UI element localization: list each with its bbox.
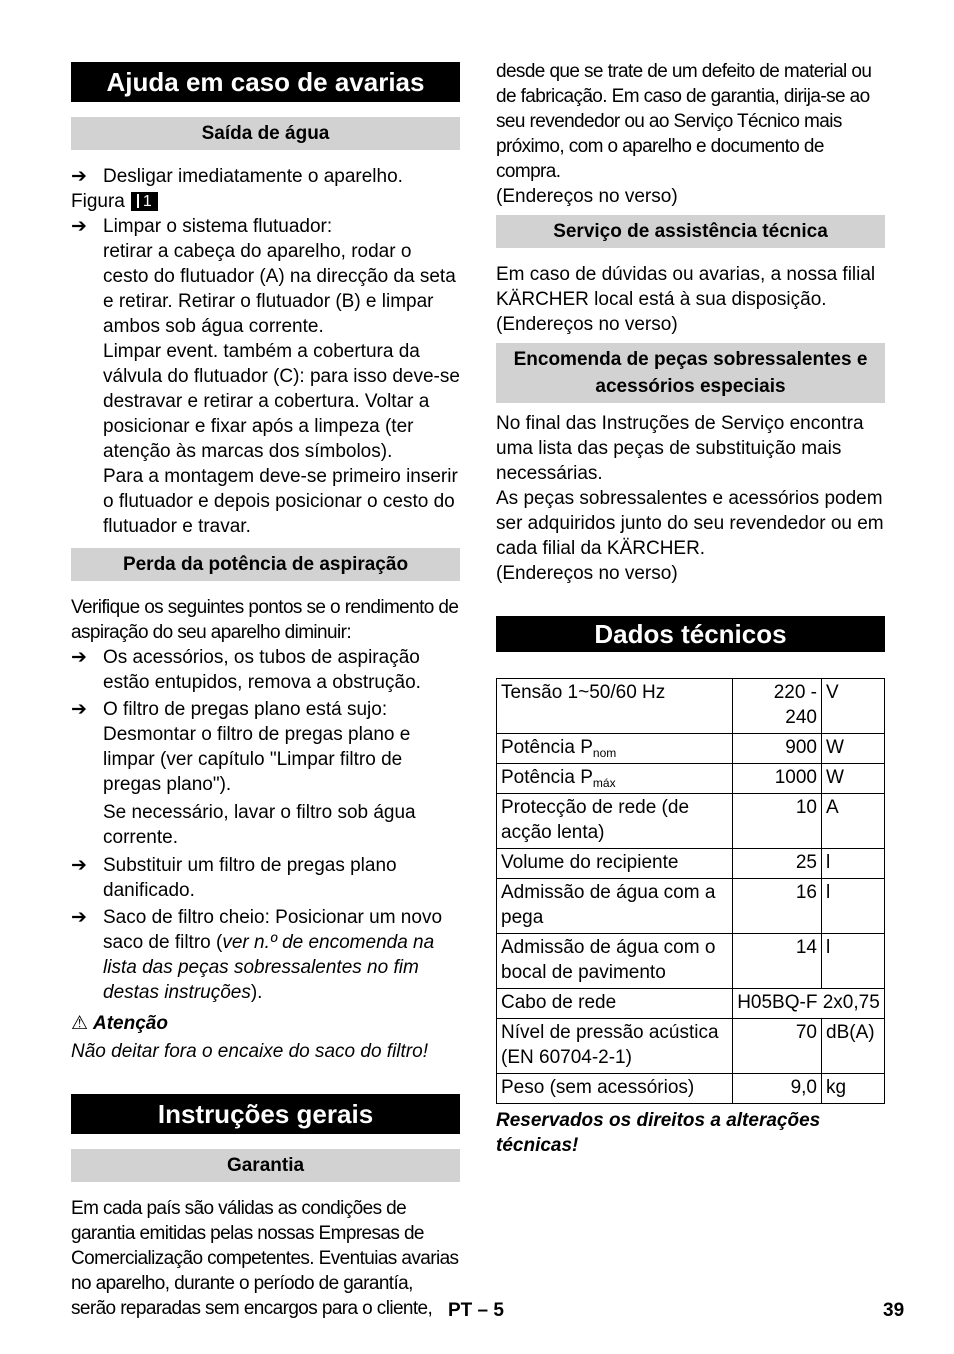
tech-unit-cell: l [822, 879, 885, 934]
tech-label-cell: Potência $P_{nom}$ [497, 734, 733, 764]
tech-value-cell: 1000 [733, 764, 822, 794]
tech-label-cell: Nível de pressão acústica (EN 60704-2-1) [497, 1019, 733, 1074]
left-column [71, 62, 460, 1321]
technical-note: Reservados os direitos a alterações técnicas! [496, 1110, 821, 1156]
parts-text-2: As peças sobressalentes e acessórios podem ser adquiridos junto do seu revendedor ou em cada filial da KÄRCHER. [496, 488, 884, 559]
tech-unit-cell: W [822, 734, 885, 764]
table-row [497, 879, 885, 934]
tech-unit-cell: A [822, 794, 885, 849]
tech-label-cell: Volume do recipiente [497, 849, 733, 879]
warranty-text: Em cada país são válidas as condições de garantia emitidas pelas nossas Empresas de Comercialização competentes. Eventuias avarias no aparelho, durante o período de garantía, serão reparadas sem encargos para o cliente, [71, 1198, 459, 1319]
filter-instructions: Desmontar o filtro de pregas plano e limpar (ver capítulo "Limpar filtro de pregas plano"). Se necessário, lavar o filtro sob água corrente. [103, 724, 416, 848]
list-item: ➔ Limpar o sistema flutuador: [71, 216, 333, 237]
table-row [497, 849, 885, 879]
warning-triangle-icon: ⚠ [71, 1013, 89, 1034]
tech-unit-cell: l [822, 934, 885, 989]
tech-unit-cell: kg [822, 1074, 885, 1104]
table-row [497, 1019, 885, 1074]
technical-data-table [496, 678, 885, 1104]
arrow-right-icon: ➔ [71, 855, 87, 876]
heading-service: Serviço de assistência técnica [496, 215, 885, 248]
warning-title: ⚠ Atenção [71, 1013, 168, 1034]
tech-value-cell: 25 [733, 849, 822, 879]
list-item: ➔ Desligar imediatamente o aparelho. [71, 166, 403, 187]
table-row [497, 989, 885, 1019]
addresses-note: (Endereços no verso) [496, 186, 678, 207]
arrow-right-icon: ➔ [71, 166, 87, 187]
addresses-note: (Endereços no verso) [496, 314, 678, 335]
warranty-text-continued: desde que se trate de um defeito de material ou de fabricação. Em caso de garantia, dirija-se ao seu revendedor ou ao Serviço Técnico mais próximo, com o aparelho e documento de compra. [496, 61, 872, 182]
warning-text: Não deitar fora o encaixe do saco do filtro! [71, 1041, 428, 1062]
tech-label-cell: Potência $P_{máx}$ [497, 764, 733, 794]
service-text: Em caso de dúvidas ou avarias, a nossa filial KÄRCHER local está à sua disposição. [496, 264, 876, 310]
arrow-right-icon: ➔ [71, 699, 87, 720]
tech-unit-cell: dB(A) [822, 1019, 885, 1074]
tech-label-cell: Peso (sem acessórios) [497, 1074, 733, 1104]
tech-value-cell: 9,0 [733, 1074, 822, 1104]
figure-tag: 1 [131, 192, 158, 211]
tech-label-cell: Cabo de rede [497, 989, 733, 1019]
heading-general-instructions: Instruções gerais [71, 1094, 460, 1134]
tech-label-cell: Admissão de água com a pega [497, 879, 733, 934]
tech-value-cell: 14 [733, 934, 822, 989]
figure-bar-icon [137, 194, 139, 208]
arrow-right-icon: ➔ [71, 216, 87, 237]
figure-reference: Figura 1 [71, 189, 460, 214]
right-column [496, 59, 885, 1158]
arrow-right-icon: ➔ [71, 907, 87, 928]
tech-label-cell: Tensão 1~50/60 Hz [497, 679, 733, 734]
table-row [497, 734, 885, 764]
tech-unit-cell: l [822, 849, 885, 879]
list-item: ➔ Os acessórios, os tubos de aspiração estão entupidos, remova a obstrução. [71, 647, 421, 693]
tech-value-cell: 220 - 240 [733, 679, 822, 734]
heading-suction-loss: Perda da potência de aspiração [71, 548, 460, 581]
tech-value-cell: H05BQ-F 2x0,75 [733, 989, 885, 1019]
page-number: 39 [883, 1300, 905, 1321]
heading-warranty: Garantia [71, 1149, 460, 1182]
list-item: ➔ O filtro de pregas plano está sujo: [71, 699, 388, 720]
heading-troubleshooting: Ajuda em caso de avarias [71, 62, 460, 102]
table-row [497, 934, 885, 989]
list-item: ➔ Saco de filtro cheio: Posicionar um novo saco de filtro (ver n.º de encomenda na lista das peças sobressalentes no fim destas instruções). [71, 907, 443, 1003]
page-label: PT – 5 [448, 1300, 504, 1321]
heading-spare-parts: Encomenda de peças sobressalentes e acessórios especiais [496, 343, 885, 403]
heading-technical-data: Dados técnicos [496, 616, 885, 652]
tech-label-cell: Admissão de água com o bocal de pavimento [497, 934, 733, 989]
addresses-note: (Endereços no verso) [496, 563, 678, 584]
table-row [497, 679, 885, 734]
table-row [497, 794, 885, 849]
table-row [497, 1074, 885, 1104]
tech-value-cell: 16 [733, 879, 822, 934]
table-row [497, 764, 885, 794]
suction-intro: Verifique os seguintes pontos se o rendimento de aspiração do seu aparelho diminuir: [71, 597, 459, 643]
list-item: ➔ Substituir um filtro de pregas plano danificado. [71, 855, 397, 901]
float-instructions: retirar a cabeça do aparelho, rodar o cesto do flutuador (A) na direcção da seta e retirar. Retirar o flutuador (B) e limpar ambos sob água corrente. Limpar event. também a cobertura da válvula do flutuador (C): para isso deve-se destravar e retirar a cobertura. Voltar a posicionar e fixar após a limpeza (ter atenção às marcas dos símbolos). Para a montagem deve-se primeiro inserir o flutuador e depois posicionar o cesto do flutuador e travar. [103, 241, 460, 537]
parts-text-1: No final das Instruções de Serviço encontra uma lista das peças de substituição mais necessárias. [496, 413, 864, 484]
tech-unit-cell: V [822, 679, 885, 734]
tech-value-cell: 70 [733, 1019, 822, 1074]
tech-label-cell: Protecção de rede (de acção lenta) [497, 794, 733, 849]
tech-unit-cell: W [822, 764, 885, 794]
heading-water-outlet: Saída de água [71, 117, 460, 150]
tech-value-cell: 10 [733, 794, 822, 849]
arrow-right-icon: ➔ [71, 647, 87, 668]
tech-value-cell: 900 [733, 734, 822, 764]
